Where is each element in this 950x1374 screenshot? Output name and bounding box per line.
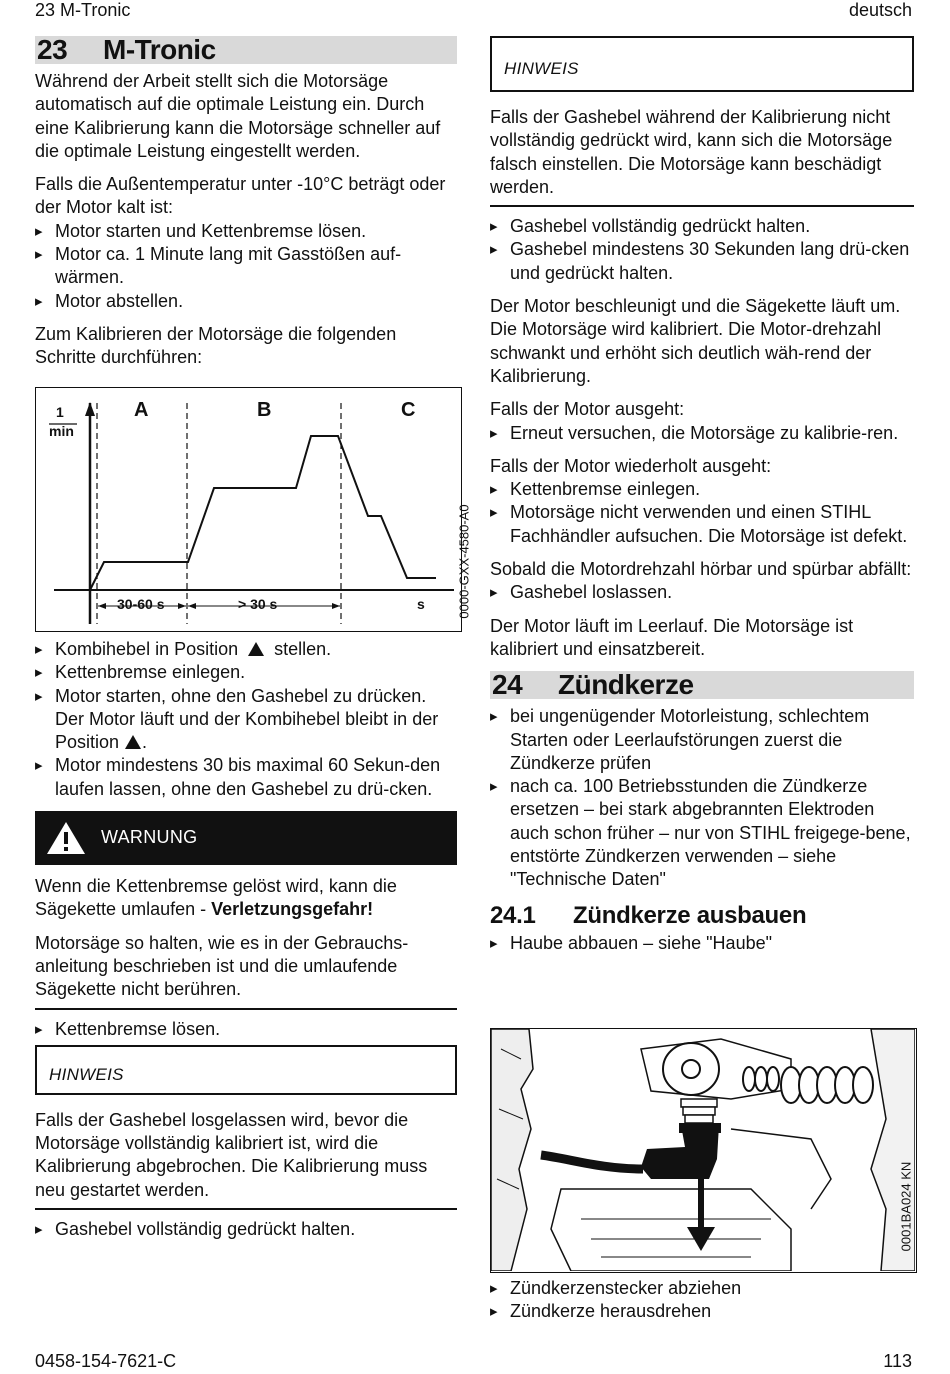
interval-arrow-head bbox=[188, 603, 196, 609]
section-title: M-Tronic bbox=[103, 34, 216, 65]
right-column bbox=[490, 36, 914, 965]
notice-label: HINWEIS bbox=[504, 59, 579, 78]
notice-box bbox=[490, 36, 914, 92]
page-number: 113 bbox=[883, 1351, 912, 1371]
interval-label: > 30 s bbox=[238, 596, 278, 612]
figure-code: 0001BA024 KN bbox=[898, 1161, 914, 1252]
calibration-diagram bbox=[35, 387, 472, 632]
phase-label-a: A bbox=[134, 399, 149, 421]
subsection-title: Zündkerze ausbauen bbox=[573, 901, 807, 929]
interval-label: 30-60 s bbox=[117, 596, 165, 612]
left-column-lower bbox=[35, 638, 457, 1251]
list-item: ▸ Kombihebel in Position stellen. bbox=[35, 638, 457, 661]
list-item: ▸ Gashebel loslassen. bbox=[490, 581, 914, 604]
y-axis-arrow bbox=[85, 402, 95, 416]
list-item: ▸ Gashebel vollständig gedrückt halten. bbox=[490, 215, 914, 238]
final-step-list bbox=[490, 1277, 914, 1324]
repeat-step-list bbox=[490, 478, 914, 548]
list-item: ▸ Erneut versuchen, die Motorsäge zu kalibrie-ren. bbox=[490, 422, 914, 445]
intro-paragraph: Während der Arbeit stellt sich die Motorsäge automatisch auf die optimale Leistung ein. Durch eine Kalibrierung kann die Motorsäge schneller auf die optimale Leistung eingestellt werden. bbox=[35, 71, 441, 161]
list-item: ▸ Kettenbremse lösen. bbox=[35, 1018, 457, 1041]
cold-intro: Falls die Außentemperatur unter -10°C beträgt oder der Motor kalt ist: bbox=[35, 174, 446, 218]
triangle-position-icon bbox=[248, 642, 264, 656]
speed-paragraph: Der Motor beschleunigt und die Sägekette läuft um. Die Motorsäge wird kalibriert. Die Motor-drehzahl schwankt und erhöht sich deutlich wäh-rend der Kalibrierung. bbox=[490, 296, 901, 386]
calibration-intro: Zum Kalibrieren der Motorsäge die folgenden Schritte durchführen: bbox=[35, 323, 397, 368]
left-column bbox=[35, 36, 457, 380]
list-item: ▸ Kettenbremse einlegen. bbox=[35, 661, 457, 684]
y-unit-label: 1 bbox=[56, 404, 64, 420]
spark-plug-step-list bbox=[490, 705, 914, 891]
running-header-left: 23 M-Tronic bbox=[35, 0, 131, 20]
list-item: ▸ Motor mindestens 30 bis maximal 60 Sekun-den laufen lassen, ohne den Gashebel zu drü-cken. bbox=[35, 754, 457, 801]
list-item: ▸ Motor abstellen. bbox=[35, 290, 457, 313]
right-column-lower bbox=[490, 1277, 914, 1334]
list-item: ▸ Motor starten, ohne den Gashebel zu drücken. Der Motor läuft und der Kombihebel bleibt in der Position . bbox=[35, 685, 457, 755]
section-heading-24 bbox=[490, 671, 914, 699]
repeat-intro: Falls der Motor wiederholt ausgeht: bbox=[490, 455, 772, 476]
running-header-right: deutsch bbox=[848, 0, 912, 20]
list-item: ▸ Gashebel mindestens 30 Sekunden lang drü-cken und gedrückt halten. bbox=[490, 238, 914, 285]
drop-step-list bbox=[490, 581, 914, 604]
interval-arrow-head bbox=[332, 603, 340, 609]
phase-label-c: C bbox=[401, 399, 416, 421]
stall-intro: Falls der Motor ausgeht: bbox=[490, 399, 685, 420]
list-item: ▸ Kettenbremse einlegen. bbox=[490, 478, 914, 501]
section-number: 24 bbox=[492, 669, 523, 701]
document-number: 0458-154-7621-C bbox=[35, 1351, 177, 1371]
warning-banner bbox=[35, 811, 457, 865]
calibration-step-list bbox=[35, 638, 457, 801]
list-item: ▸ Motor starten und Kettenbremse lösen. bbox=[35, 220, 457, 243]
warning-text: Wenn die Kettenbremse gelöst wird, kann die Sägekette umlaufen - Verletzungsgefahr! bbox=[35, 876, 397, 920]
warning-label: WARNUNG bbox=[101, 827, 198, 848]
notice-label: HINWEIS bbox=[49, 1064, 124, 1084]
list-item: ▸ Gashebel vollständig gedrückt halten. bbox=[35, 1218, 457, 1241]
figure-code: 0000-GXX-4580-A0 bbox=[456, 504, 472, 619]
phase-label-b: B bbox=[257, 399, 272, 421]
notice-text: Falls der Gashebel während der Kalibrierung nicht vollständig gedrückt wird, kann sich die Motorsäge falsch einstellen. Die Motorsäge kann beschädigt werden. bbox=[490, 106, 914, 207]
subsection-number: 24.1 bbox=[490, 901, 536, 929]
y-unit-label: min bbox=[49, 423, 74, 439]
x-unit-label: s bbox=[417, 596, 425, 612]
warning-icon bbox=[45, 820, 87, 856]
section-heading-23 bbox=[35, 36, 457, 64]
interval-arrow-head bbox=[178, 603, 186, 609]
interval-arrow-head bbox=[98, 603, 106, 609]
triangle-position-icon bbox=[125, 735, 141, 749]
hold-step-list bbox=[35, 1218, 457, 1241]
remove-step-list bbox=[490, 932, 914, 955]
warning-emphasis: Verletzungsgefahr! bbox=[211, 899, 374, 920]
cold-step-list bbox=[35, 220, 457, 313]
section-number: 23 bbox=[37, 34, 68, 65]
release-step-list bbox=[35, 1018, 457, 1041]
drop-intro: Sobald die Motordrehzahl hörbar und spürbar abfällt: bbox=[490, 559, 912, 580]
subsection-heading-24-1 bbox=[490, 902, 914, 930]
list-item: ▸ bei ungenügender Motorleistung, schlechtem Starten oder Leerlaufstörungen zuerst die Zündkerze prüfen bbox=[490, 705, 914, 775]
notice-text: Falls der Gashebel losgelassen wird, bevor die Motorsäge vollständig kalibriert ist, wird die Kalibrierung abgebrochen. Die Kalibrierung muss neu gestartet werden. bbox=[35, 1109, 457, 1210]
section-title: Zündkerze bbox=[558, 669, 694, 701]
spark-plug-figure bbox=[490, 1028, 917, 1273]
stall-step-list bbox=[490, 422, 914, 445]
warning-instruction: Motorsäge so halten, wie es in der Gebrauchs-anleitung beschrieben ist und die umlaufende Sägekette nicht berühren. bbox=[35, 932, 457, 1010]
list-item: ▸ Haube abbauen – siehe "Haube" bbox=[490, 932, 914, 955]
list-item: ▸ Motorsäge nicht verwenden und einen STIHL Fachhändler aufsuchen. Die Motorsäge ist defekt. bbox=[490, 501, 914, 548]
list-item: ▸ Motor ca. 1 Minute lang mit Gasstößen auf-wärmen. bbox=[35, 243, 457, 290]
rpm-curve-figure bbox=[36, 388, 460, 630]
done-paragraph: Der Motor läuft im Leerlauf. Die Motorsäge ist kalibriert und einsatzbereit. bbox=[490, 615, 854, 659]
list-item: ▸ Zündkerzenstecker abziehen bbox=[490, 1277, 914, 1300]
notice-box bbox=[35, 1045, 457, 1095]
spark-plug-illustration bbox=[491, 1029, 915, 1271]
list-item: ▸ Zündkerze herausdrehen bbox=[490, 1300, 914, 1323]
list-item: ▸ nach ca. 100 Betriebsstunden die Zündkerze ersetzen – bei stark abgebrannten Elektroden auch schon früher – nur von STIHL freigege-bene, entstörte Zündkerzen verwenden – siehe "Technische Daten" bbox=[490, 775, 914, 891]
throttle-step-list bbox=[490, 215, 914, 285]
rpm-curve bbox=[90, 436, 436, 590]
